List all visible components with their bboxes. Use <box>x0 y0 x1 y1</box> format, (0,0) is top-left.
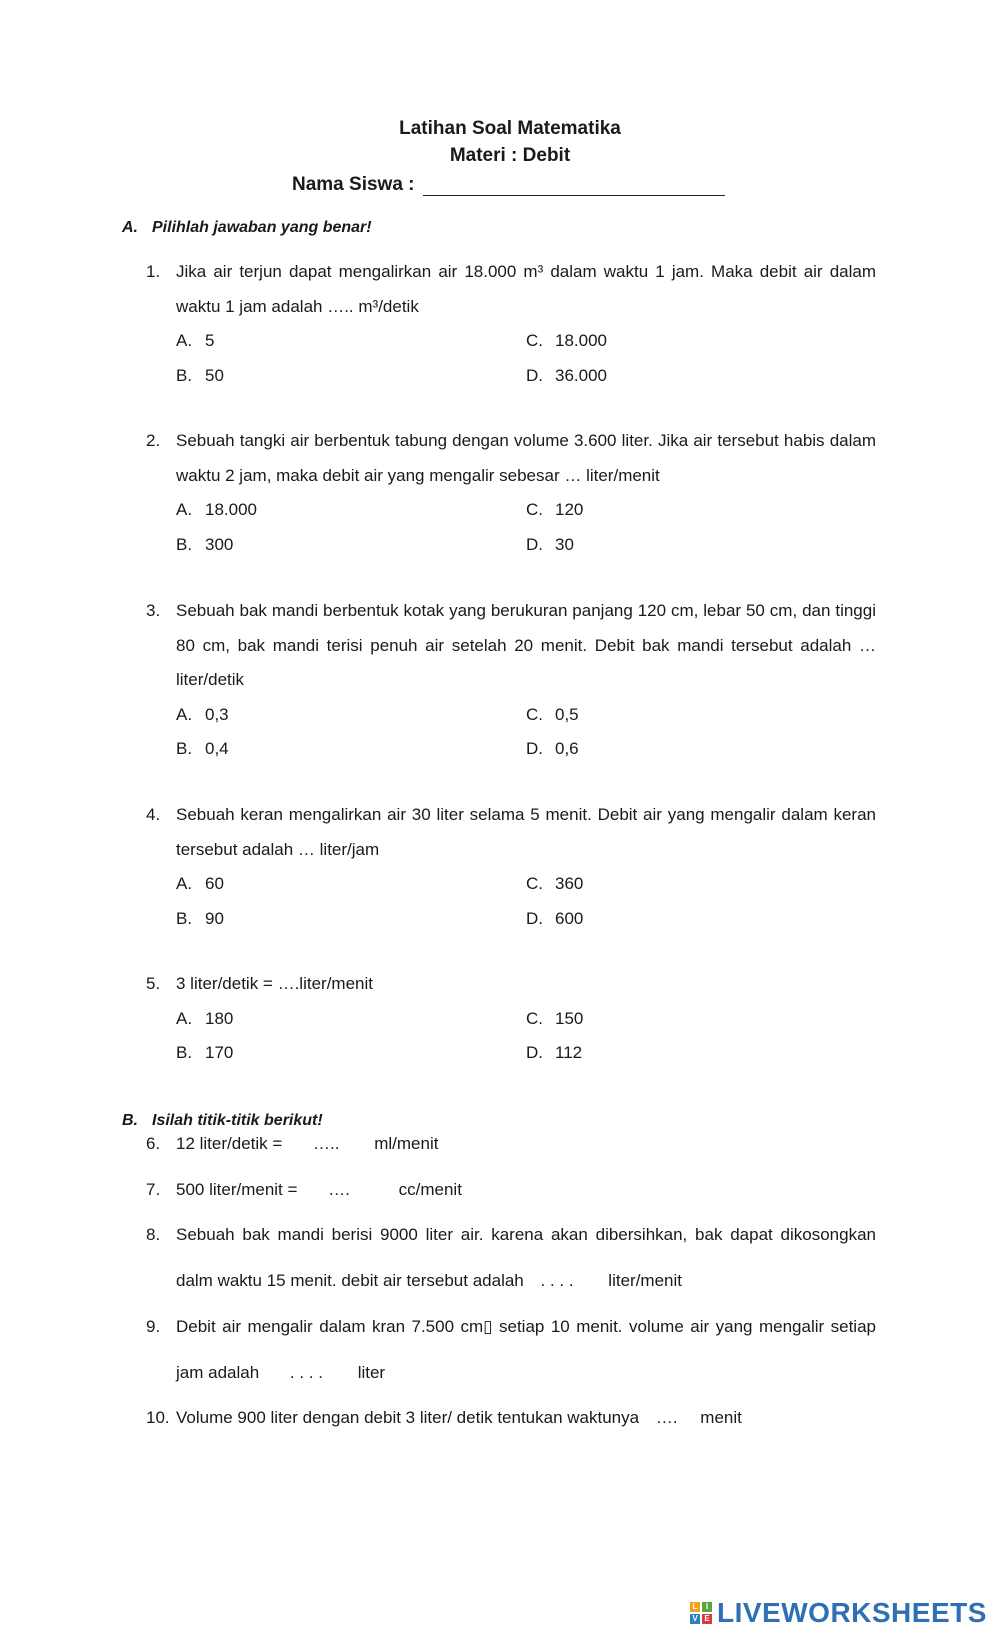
option-b[interactable]: B. 50 <box>176 365 224 385</box>
liveworksheets-brand: LIVEWORKSHEETS <box>717 1597 987 1628</box>
fill-in-8 <box>146 1212 876 1304</box>
question-text: 500 liter/menit = <box>176 1180 298 1199</box>
question-number: 5. <box>146 974 161 993</box>
question-1 <box>146 255 876 393</box>
unit-label: menit <box>700 1408 742 1427</box>
fill-in-6 <box>146 1134 438 1154</box>
unit-label: ml/menit <box>374 1134 439 1153</box>
answer-blank[interactable]: …. <box>328 1180 350 1199</box>
question-4 <box>146 798 876 936</box>
option-d[interactable]: D. 600 <box>526 908 584 928</box>
question-3 <box>146 594 876 767</box>
answer-options <box>176 698 876 767</box>
unit-label: cc/menit <box>398 1180 462 1199</box>
option-c[interactable]: C. 150 <box>526 1008 584 1028</box>
question-number: 7. <box>146 1180 161 1199</box>
fill-in-10 <box>146 1408 742 1428</box>
section-a-letter: A. <box>122 219 138 236</box>
fill-in-9 <box>146 1304 876 1396</box>
answer-options <box>176 1002 876 1071</box>
question-text: Jika air terjun dapat mengalirkan air 18.000 m³ dalam waktu 1 jam. Maka debit air dalam waktu 1 jam adalah ….. m³/detik <box>176 262 876 316</box>
question-text: Sebuah bak mandi berisi 9000 liter air. karena akan dibersihkan, bak dapat dikosongkan dalm waktu 15 menit. debit air tersebut adalah <box>176 1225 876 1290</box>
option-c[interactable]: C. 0,5 <box>526 704 579 724</box>
option-d[interactable]: D. 112 <box>526 1043 583 1062</box>
section-b-heading <box>122 1112 323 1130</box>
answer-options <box>176 867 876 936</box>
option-d[interactable]: D. 36.000 <box>526 365 607 385</box>
option-a[interactable]: A. 5 <box>176 331 215 350</box>
option-a[interactable]: A. 180 <box>176 1008 234 1028</box>
section-a-heading <box>122 219 372 237</box>
option-c[interactable]: C. 18.000 <box>526 331 607 350</box>
question-number: 3. <box>146 601 161 620</box>
fill-in-7 <box>146 1180 462 1200</box>
question-text: 12 liter/detik = <box>176 1134 283 1153</box>
section-a-instruction: Pilihlah jawaban yang benar! <box>152 219 372 236</box>
answer-options <box>176 493 876 562</box>
section-b-letter: B. <box>122 1112 138 1129</box>
option-b[interactable]: B. 0,4 <box>176 739 229 758</box>
option-c[interactable]: C. 360 <box>526 874 584 893</box>
question-number: 8. <box>146 1225 161 1244</box>
answer-blank[interactable]: . . . . <box>540 1271 574 1290</box>
question-number: 9. <box>146 1317 161 1336</box>
worksheet-title: Latihan Soal Matematika <box>399 118 621 139</box>
answer-blank[interactable]: ….. <box>313 1134 340 1153</box>
option-b[interactable]: B. 90 <box>176 908 224 928</box>
question-text: Sebuah keran mengalirkan air 30 liter selama 5 menit. Debit air yang mengalir dalam keran tersebut adalah … liter/jam <box>176 805 876 859</box>
question-text: 3 liter/detik = ….liter/menit <box>176 974 373 993</box>
answer-options <box>176 324 876 393</box>
question-text: Sebuah bak mandi berbentuk kotak yang berukuran panjang 120 cm, lebar 50 cm, dan tinggi 80 cm, bak mandi terisi penuh air setelah 20 menit. Debit bak mandi tersebut adalah … liter/detik <box>176 601 876 689</box>
student-name-label: Nama Siswa : <box>292 174 415 195</box>
question-number: 4. <box>146 805 161 824</box>
section-b-instruction: Isilah titik-titik berikut! <box>152 1112 323 1129</box>
option-a[interactable]: A. 18.000 <box>176 500 257 519</box>
question-text: Sebuah tangki air berbentuk tabung dengan volume 3.600 liter. Jika air tersebut habis dalam waktu 2 jam, maka debit air yang mengalir sebesar … liter/menit <box>176 431 876 485</box>
option-d[interactable]: D. 30 <box>526 534 574 554</box>
unit-label: liter/menit <box>608 1271 682 1290</box>
option-b[interactable]: B. 300 <box>176 534 234 554</box>
question-2 <box>146 424 876 562</box>
answer-blank[interactable]: …. <box>655 1408 678 1427</box>
worksheet-subtitle: Materi : Debit <box>449 145 571 166</box>
question-text: Volume 900 liter dengan debit 3 liter/ detik tentukan waktunya <box>176 1408 640 1427</box>
unit-label: liter <box>357 1363 386 1382</box>
option-d[interactable]: D. 0,6 <box>526 739 579 758</box>
question-text: Debit air mengalir dalam kran 7.500 cm▯ setiap 10 menit. volume air yang mengalir setiap jam adalah <box>176 1317 876 1382</box>
liveworksheets-logo <box>690 1597 987 1629</box>
option-a[interactable]: A. 0,3 <box>176 704 229 724</box>
student-name-field[interactable] <box>423 171 725 196</box>
question-5 <box>146 967 876 1071</box>
option-b[interactable]: B. 170 <box>176 1043 234 1062</box>
option-c[interactable]: C. 120 <box>526 500 584 519</box>
question-number: 2. <box>146 431 161 450</box>
option-a[interactable]: A. 60 <box>176 874 224 893</box>
answer-blank[interactable]: . . . . <box>289 1363 323 1382</box>
student-name-row <box>292 171 725 196</box>
liveworksheets-logo-icon: L I V E <box>690 1602 712 1624</box>
question-number: 1. <box>146 262 161 281</box>
question-number: 10. <box>146 1408 170 1427</box>
question-number: 6. <box>146 1134 161 1153</box>
